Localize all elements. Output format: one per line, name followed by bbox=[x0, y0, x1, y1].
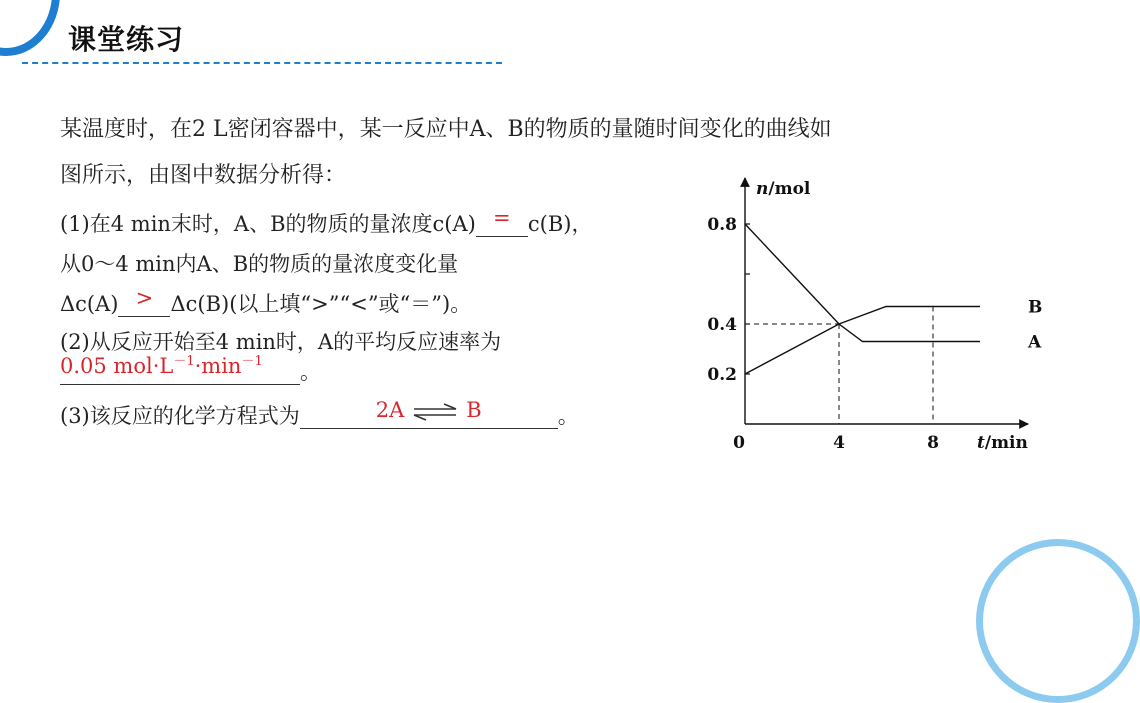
q2-answer-sup-1: －1 bbox=[173, 354, 195, 369]
q2-answer-mid: ·min bbox=[194, 354, 242, 378]
q2-answer-main: 0.05 mol·L bbox=[60, 354, 174, 378]
question-2-line-1: (2)从反应开始至4 min时，A的平均反应速率为 bbox=[60, 330, 502, 354]
q2-answer-sup-2: －1 bbox=[241, 354, 263, 369]
question-1-line-1 bbox=[60, 208, 592, 238]
q1-text-c: Δc(A) bbox=[60, 292, 119, 316]
q1-blank-2 bbox=[118, 286, 170, 317]
y-tick-label: 0.4 bbox=[707, 315, 737, 335]
question-1-line-3 bbox=[60, 288, 471, 318]
intro-line-1: 某温度时，在2 L密闭容器中，某一反应中A、B的物质的量随时间变化的曲线如 bbox=[60, 117, 832, 142]
series-line-B bbox=[745, 307, 980, 375]
q3-end: 。 bbox=[557, 404, 579, 428]
x-tick-label: 8 bbox=[927, 433, 939, 453]
x-axis-label: t/min bbox=[977, 433, 1028, 453]
corner-decoration-bottom-right bbox=[976, 539, 1140, 703]
x-tick-label: 0 bbox=[733, 433, 745, 453]
q2-answer bbox=[60, 354, 263, 378]
question-2-answer-line bbox=[60, 356, 321, 386]
q1-text-d: Δc(B)(以上填“>”“<”或“＝”)。 bbox=[170, 292, 472, 316]
q3-answer-right: B bbox=[466, 398, 482, 422]
y-tick-label: 0.8 bbox=[707, 215, 737, 235]
q3-answer-left: 2A bbox=[375, 398, 405, 422]
y-tick-label: 0.2 bbox=[707, 365, 737, 385]
intro-line-2: 图所示，由图中数据分析得： bbox=[60, 163, 347, 188]
header-divider bbox=[22, 62, 502, 64]
q3-answer bbox=[376, 398, 482, 422]
q2-blank bbox=[60, 356, 300, 385]
q1-blank-1 bbox=[476, 206, 528, 237]
corner-decoration-top-left bbox=[0, 0, 60, 56]
equilibrium-arrow-icon bbox=[412, 404, 458, 420]
q1-text-b: c(B)， bbox=[527, 212, 593, 236]
amount-time-chart bbox=[690, 170, 1043, 460]
series-line-A bbox=[745, 224, 980, 342]
question-3-line bbox=[60, 400, 579, 430]
series-label-A: A bbox=[1028, 332, 1042, 353]
page-title: 课堂练习 bbox=[68, 23, 185, 56]
q1-answer-2: > bbox=[135, 286, 154, 310]
q3-text: (3)该反应的化学方程式为 bbox=[60, 404, 300, 428]
q3-blank bbox=[300, 398, 558, 429]
q1-text-a: (1)在4 min末时，A、B的物质的量浓度c(A) bbox=[60, 212, 476, 236]
series-label-B: B bbox=[1028, 297, 1043, 318]
x-tick-label: 4 bbox=[833, 433, 845, 453]
question-1-line-2: 从0～4 min内A、B的物质的量浓度变化量 bbox=[60, 252, 459, 276]
q2-end: 。 bbox=[300, 360, 321, 384]
q1-answer-1: = bbox=[493, 206, 511, 230]
y-axis-label: n/mol bbox=[756, 179, 811, 199]
